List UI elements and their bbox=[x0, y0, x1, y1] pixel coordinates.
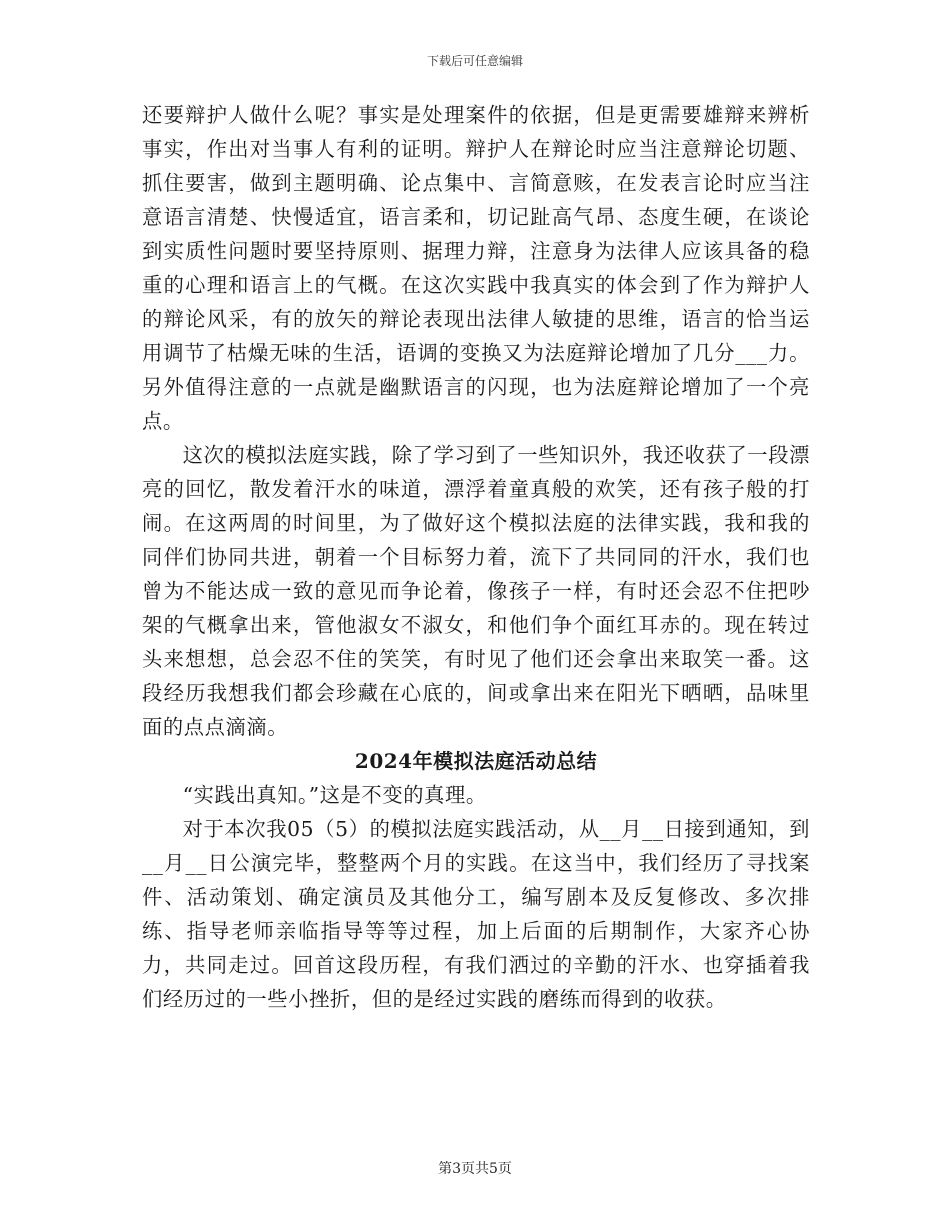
page-footer-number: 第3页共5页 bbox=[438, 1161, 512, 1177]
document-body bbox=[142, 98, 810, 1016]
section-title: 2024年模拟法庭活动总结 bbox=[354, 749, 598, 773]
paragraph-4: 对于本次我05（5）的模拟法庭实践活动，从__月__日接到通知，到__月__日公演完毕，整整两个月的实践。在这当中，我们经历了寻找案件、活动策划、确定演员及其他分工，编写剧本及反复修改、多次排练、指导老师亲临指导等等过程，加上后面的后期制作，大家齐心协力，共同走过。回首这段历程，有我们洒过的辛勤的汗水、也穿插着我们经历过的一些小挫折，但的是经过实践的磨练而得到的收获。 bbox=[142, 817, 810, 1011]
paragraph-2: 这次的模拟法庭实践，除了学习到了一些知识外，我还收获了一段漂亮的回忆，散发着汗水的味道，漂浮着童真般的欢笑，还有孩子般的打闹。在这两周的时间里，为了做好这个模拟法庭的法律实践，我和我的同伴们协同共进，朝着一个目标努力着，流下了共同同的汗水，我们也曾为不能达成一致的意见而争论着，像孩子一样，有时还会忍不住把吵架的气概拿出来，管他淑女不淑女，和他们争个面红耳赤的。现在转过头来想想，总会忍不住的笑笑，有时见了他们还会拿出来取笑一番。这段经历我想我们都会珍藏在心底的，间或拿出来在阳光下晒晒，品味里面的点点滴滴。 bbox=[142, 443, 810, 739]
paragraph-3: “实践出真知。”这是不变的真理。 bbox=[182, 783, 487, 807]
page-header-note: 下载后可任意编辑 bbox=[426, 54, 523, 68]
paragraph-1: 还要辩护人做什么呢？事实是处理案件的依据，但是更需要雄辩来辨析事实，作出对当事人有利的证明。辩护人在辩论时应当注意辩论切题、抓住要害，做到主题明确、论点集中、言简意赅，在发表言论时应当注意语言清楚、快慢适宜，语言柔和，切记趾高气昂、态度生硬，在谈论到实质性问题时要坚持原则、据理力辩，注意身为法律人应该具备的稳重的心理和语言上的气概。在这次实践中我真实的体会到了作为辩护人的辩论风采，有的放矢的辩论表现出法律人敏捷的思维，语言的恰当运用调节了枯燥无味的生活，语调的变换又为法庭辩论增加了几分___力。另外值得注意的一点就是幽默语言的闪现，也为法庭辩论增加了一个亮点。 bbox=[142, 103, 810, 433]
